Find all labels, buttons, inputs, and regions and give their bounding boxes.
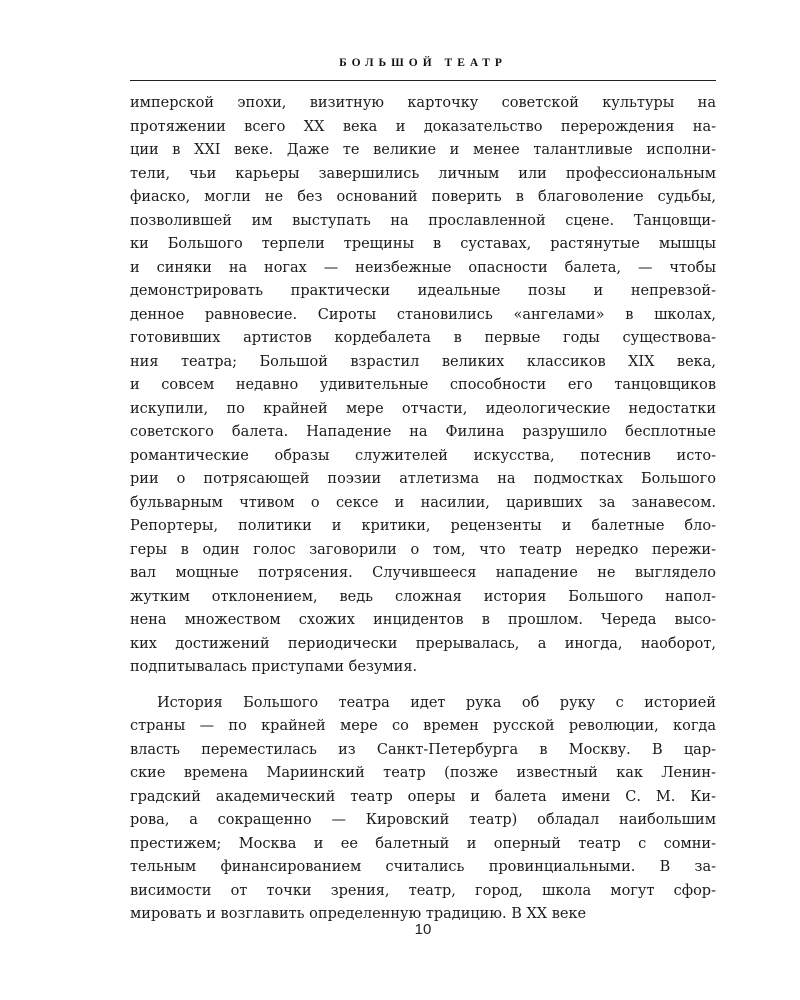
text-line: градский академический театр оперы и балета имени С. М. Ки- [130,788,716,805]
text-line: демонстрировать практически идеальные позы и непревзой- [130,283,716,299]
paragraph [130,92,716,680]
text-line: ния театра; Большой взрастил великих классиков XIX века, [130,353,716,370]
text-line: вал мощные потрясения. Случившееся нападение не выглядело [130,565,716,581]
text-line: готовивших артистов кордебалета в первые годы существова- [130,330,716,346]
text-line: и синяки на ногах — неизбежные опасности балета, — чтобы [130,259,716,276]
header-divider [130,80,716,81]
text-line: тельным финансированием считались провинциальными. В за- [130,859,716,875]
text-line: подпитывалась приступами безумия. [130,659,418,675]
paragraph [130,692,716,927]
text-line: ские времена Мариинский театр (позже известный как Ленин- [130,765,716,781]
body-text [130,92,716,927]
text-line: романтические образы служителей искусства, потеснив исто- [130,447,716,464]
text-line: нена множеством схожих инцидентов в прошлом. Череда высо- [130,612,716,628]
text-line: геры в один голос заговорили о том, что театр нередко пережи- [130,541,716,558]
page-number: 10 [414,921,432,938]
text-line: бульварным чтивом о сексе и насилии, царивших за занавесом. [130,494,716,511]
text-line: рии о потрясающей поэзии атлетизма на подмостках Большого [130,471,716,487]
text-line: власть переместилась из Санкт-Петербурга в Москву. В цар- [130,741,716,758]
text-line: ции в XXI веке. Даже те великие и менее талантливые исполни- [130,142,716,158]
text-line: висимости от точки зрения, театр, город, школа могут сфор- [130,882,716,899]
text-line: Репортеры, политики и критики, рецензенты и балетные бло- [130,518,716,534]
text-line: фиаско, могли не без оснований поверить в благоволение судьбы, [130,189,716,205]
text-line: позволившей им выступать на прославленной сцене. Танцовщи- [130,212,716,229]
text-line: престижем; Москва и ее балетный и оперный театр с сомни- [130,835,716,852]
running-header: БОЛЬШОЙ ТЕАТР [339,57,507,69]
text-line: искупили, по крайней мере отчасти, идеологические недостатки [130,400,716,417]
text-line: и совсем недавно удивительные способности его танцовщиков [130,377,716,393]
text-line: страны — по крайней мере со времен русской революции, когда [130,718,716,734]
text-line: денное равновесие. Сироты становились «ангелами» в школах, [130,306,716,323]
text-line: советского балета. Нападение на Филина разрушило бесплотные [130,424,716,440]
text-line: тели, чьи карьеры завершились личным или профессиональным [130,165,716,182]
text-line: рова, а сокращенно — Кировский театр) обладал наибольшим [130,812,716,828]
text-line: ки Большого терпели трещины в суставах, растянутые мышцы [130,236,716,252]
text-line: протяжении всего XX века и доказательство перерождения на- [130,118,716,135]
text-line: ких достижений периодически прерывалась, а иногда, наоборот, [130,635,716,652]
text-line: История Большого театра идет рука об руку с историей [157,694,716,711]
text-line: жутким отклонением, ведь сложная история Большого напол- [130,588,716,605]
text-line: мировать и возглавить определенную традицию. В XX веке [130,906,587,922]
text-line: имперской эпохи, визитную карточку советской культуры на [130,95,716,111]
